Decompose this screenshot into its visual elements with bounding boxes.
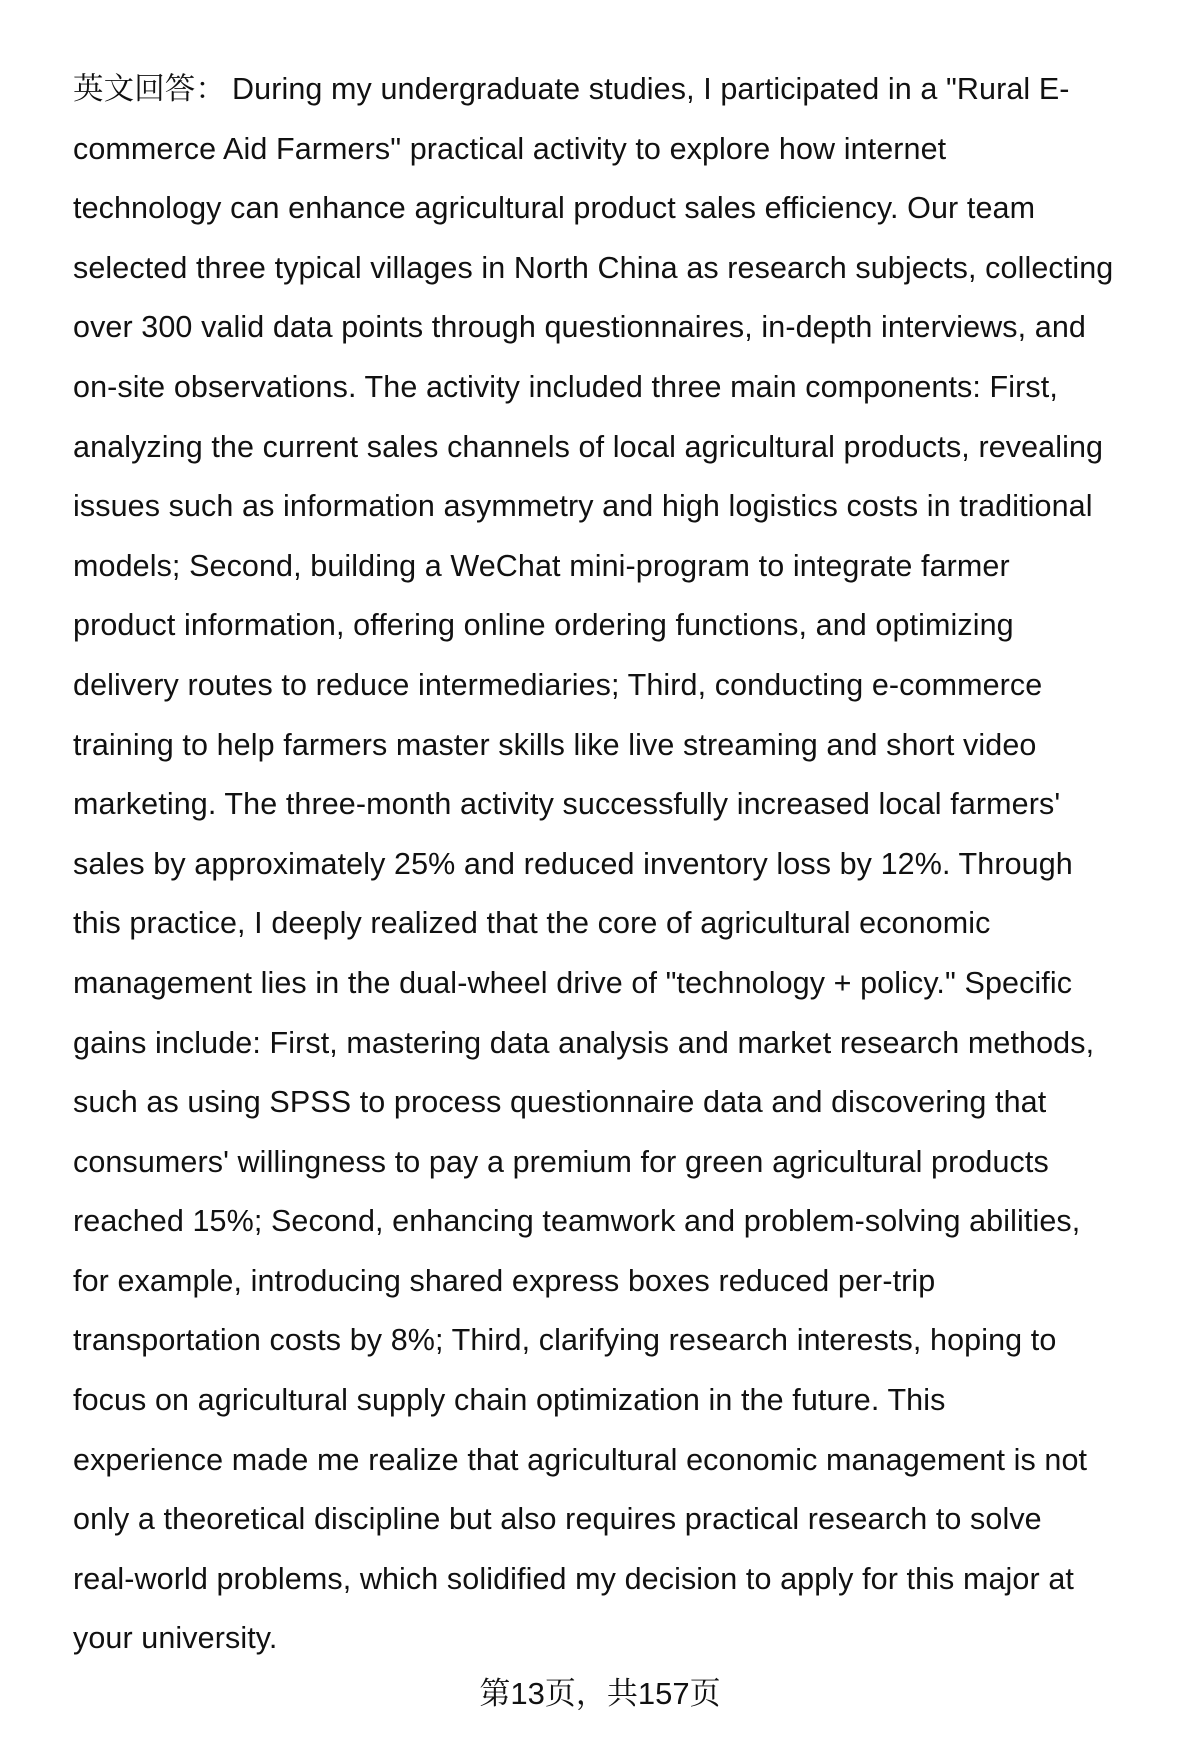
text-line (73, 1490, 1173, 1550)
text-line (73, 1609, 1173, 1669)
text-line (73, 1371, 1173, 1431)
text-line-content: focus on agricultural supply chain optimization in the future. This (73, 1383, 946, 1418)
text-line-content: management lies in the dual-wheel drive of "technology + policy." Specific (73, 965, 1073, 1000)
text-line (73, 1550, 1173, 1610)
text-line (73, 179, 1173, 239)
text-line-content: sales by approximately 25% and reduced inventory loss by 12%. Through (73, 846, 1073, 881)
text-line-content: training to help farmers master skills like live streaming and short video (73, 727, 1037, 762)
text-line-content: gains include: First, mastering data analysis and market research methods, (73, 1025, 1095, 1060)
text-line-content: product information, offering online ordering functions, and optimizing (73, 608, 1014, 643)
text-line-content: experience made me realize that agricultural economic management is not (73, 1442, 1088, 1477)
text-line (73, 1252, 1173, 1312)
text-line-content: for example, introducing shared express boxes reduced per-trip (73, 1263, 936, 1298)
text-line-content: issues such as information asymmetry and high logistics costs in traditional (73, 489, 1093, 524)
text-line (73, 239, 1173, 299)
text-line (73, 1192, 1173, 1252)
text-line-content: During my undergraduate studies, I participated in a "Rural E- (232, 72, 1070, 106)
text-line (73, 835, 1173, 895)
text-line (73, 894, 1173, 954)
text-line-content: on-site observations. The activity included three main components: First, (73, 369, 1058, 404)
text-line-content: this practice, I deeply realized that the core of agricultural economic (73, 906, 991, 941)
text-line (73, 477, 1173, 537)
text-line-content: your university. (73, 1621, 278, 1656)
text-line-content: only a theoretical discipline but also requires practical research to solve (73, 1502, 1042, 1537)
text-line (73, 537, 1173, 597)
text-line (73, 656, 1173, 716)
text-line (73, 1073, 1173, 1133)
text-line-content: analyzing the current sales channels of local agricultural products, revealing (73, 429, 1104, 464)
text-line-content: technology can enhance agricultural product sales efficiency. Our team (73, 191, 1036, 226)
text-line-content: commerce Aid Farmers" practical activity to explore how internet (73, 131, 947, 166)
text-line (73, 358, 1173, 418)
text-line (73, 120, 1173, 180)
text-line-content: delivery routes to reduce intermediaries; Third, conducting e-commerce (73, 667, 1043, 702)
text-line-content: over 300 valid data points through questionnaires, in-depth interviews, and (73, 310, 1086, 345)
text-line (73, 1431, 1173, 1491)
text-line-content: marketing. The three-month activity successfully increased local farmers' (73, 787, 1061, 822)
text-line (73, 775, 1173, 835)
answer-paragraph (73, 60, 1173, 1669)
text-line-content: consumers' willingness to pay a premium for green agricultural products (73, 1144, 1049, 1179)
page-indicator: 第13页，共157页 (479, 1676, 721, 1711)
text-line-content: such as using SPSS to process questionnaire data and discovering that (73, 1085, 1047, 1120)
text-line (73, 60, 1173, 120)
text-line (73, 1133, 1173, 1193)
text-line (73, 1311, 1173, 1371)
text-line (73, 1014, 1173, 1074)
text-line (73, 954, 1173, 1014)
text-line (73, 298, 1173, 358)
text-line-content: real-world problems, which solidified my decision to apply for this major at (73, 1561, 1074, 1596)
text-line (73, 596, 1173, 656)
text-line-content: selected three typical villages in North China as research subjects, collecting (73, 250, 1114, 285)
text-line-content: reached 15%; Second, enhancing teamwork and problem-solving abilities, (73, 1204, 1081, 1239)
text-line (73, 418, 1173, 478)
text-line-content: transportation costs by 8%; Third, clarifying research interests, hoping to (73, 1323, 1057, 1358)
answer-label: 英文回答： (73, 72, 226, 106)
text-line (73, 716, 1173, 776)
text-line-content: models; Second, building a WeChat mini-program to integrate farmer (73, 548, 1010, 583)
